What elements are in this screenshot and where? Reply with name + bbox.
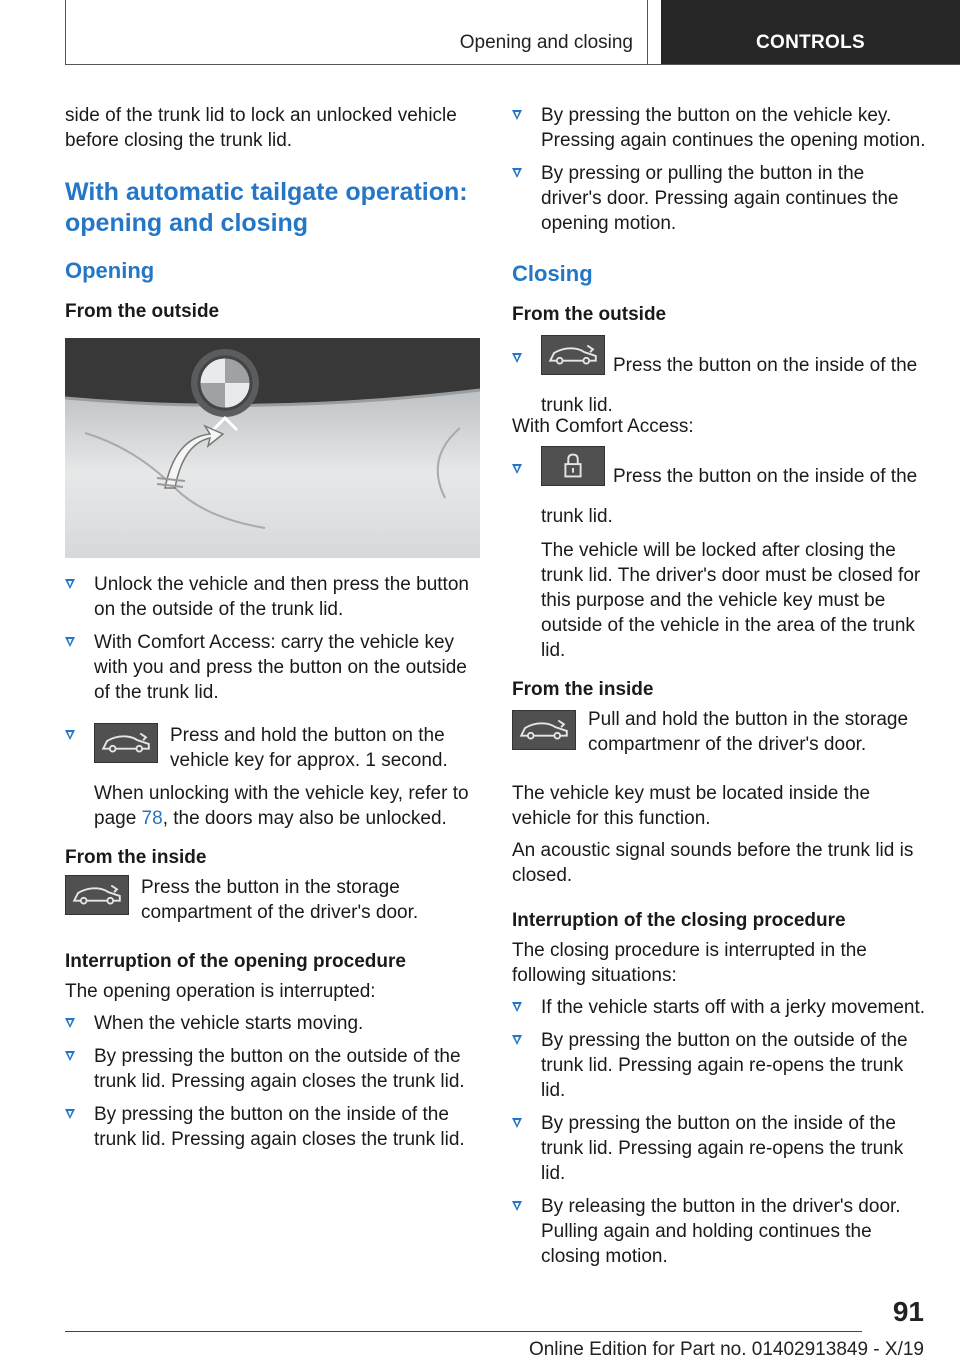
lock-note: The vehicle will be locked after closing the trunk lid. The driver's door must be closed for this purpose and the vehicle key must be outside of the vehicle in the area of the trunk lid. [541, 540, 921, 661]
acoustic-text: An acoustic signal sounds before the trunk lid is closed. [512, 840, 914, 886]
list-item [65, 723, 480, 831]
chapter-tab-label: CONTROLS [755, 32, 865, 53]
bullet-triangle-icon [512, 168, 522, 178]
list-item: By pressing the button on the inside of the trunk lid. Pressing again re-opens the trunk lid. [512, 1111, 930, 1186]
from-inside-heading: From the inside [512, 679, 654, 700]
list-item: Press the button on the inside of the trunk lid. The vehicle will be locked after closing the trunk lid. The driver's door must be closed for this purpose and the vehicle key must be outside of the vehicle in the area of the trunk lid. [512, 446, 930, 663]
section-heading: With automatic tailgate operation: opening and closing [65, 178, 468, 237]
list-item: Press the button on the inside of the trunk lid. [512, 335, 930, 400]
bullet-triangle-icon [512, 1035, 522, 1045]
list-item: By pressing or pulling the button in the driver's door. Pressing again continues the opening motion. [512, 161, 930, 236]
list-item: By pressing the button on the outside of the trunk lid. Pressing again closes the trunk lid. [65, 1044, 480, 1094]
intro-text: side of the trunk lid to lock an unlocked vehicle before closing the trunk lid. [65, 105, 457, 151]
key-note: When unlocking with the vehicle key, refer to page 78, the doors may also be unlocked. [94, 783, 469, 829]
bullet-triangle-icon [65, 730, 75, 740]
bullet-triangle-icon [65, 637, 75, 647]
footer-rule [65, 1331, 862, 1332]
from-inside-heading: From the inside [65, 847, 207, 868]
bullet-triangle-icon [512, 110, 522, 120]
lock-icon [541, 446, 605, 486]
inside-instruction: Pull and hold the button in the storage compartmenr of the driver's door. [512, 707, 930, 757]
inside-instruction: Press the button in the storage compartment of the driver's door. [65, 875, 480, 925]
list-item: When the vehicle starts moving. [65, 1011, 480, 1036]
page-link[interactable]: 78 [141, 808, 163, 829]
bullet-triangle-icon [512, 353, 522, 363]
from-outside-heading: From the outside [512, 304, 667, 325]
chapter-tab[interactable] [661, 0, 960, 65]
page-number: 91 [892, 1296, 924, 1327]
interruption-intro: The closing procedure is interrupted in the following situations: [512, 940, 867, 986]
bullet-triangle-icon [65, 579, 75, 589]
list-item: By pressing the button on the vehicle key. Pressing again continues the opening motion. [512, 103, 930, 153]
bullet-triangle-icon [65, 1109, 75, 1119]
list-item: By releasing the button in the driver's door. Pulling again and holding continues the closing motion. [512, 1194, 930, 1269]
key-location-text: The vehicle key must be located inside the vehicle for this function. [512, 783, 871, 829]
from-outside-heading: From the outside [65, 301, 220, 322]
bullet-triangle-icon [512, 1118, 522, 1128]
list-item: Unlock the vehicle and then press the button on the outside of the trunk lid. [65, 572, 480, 622]
interruption-heading: Interruption of the closing procedure [512, 910, 846, 931]
opening-heading: Opening [65, 258, 155, 283]
right-column [512, 103, 930, 1277]
interruption-heading: Interruption of the opening procedure [65, 951, 406, 972]
list-item: If the vehicle starts off with a jerky movement. [512, 995, 930, 1020]
comfort-label: With Comfort Access: [512, 416, 694, 437]
bullet-triangle-icon [512, 1201, 522, 1211]
trunk-button-icon [65, 875, 129, 915]
list-item: With Comfort Access: carry the vehicle key with you and press the button on the outside of the trunk lid. [65, 630, 480, 705]
trunk-button-icon [512, 710, 576, 750]
footer-edition: Online Edition for Part no. 01402913849 - X/19 [528, 1339, 924, 1360]
trunk-button-icon [94, 723, 158, 763]
header-section [66, 0, 648, 64]
header-line [65, 64, 960, 65]
trunk-button-icon [541, 335, 605, 375]
bullet-triangle-icon [512, 1002, 522, 1012]
key-bullet-text: Press and hold the button on the vehicle key for approx. 1 second. [170, 725, 448, 771]
bullet-triangle-icon [512, 464, 522, 474]
list-item: By pressing the button on the outside of the trunk lid. Pressing again re-opens the trunk lid. [512, 1028, 930, 1103]
trunk-lid-photo [65, 338, 480, 558]
list-item: By pressing the button on the inside of the trunk lid. Pressing again closes the trunk lid. [65, 1102, 480, 1152]
bullet-triangle-icon [65, 1018, 75, 1028]
section-title: Opening and closing [459, 32, 633, 53]
bullet-triangle-icon [65, 1051, 75, 1061]
interruption-intro: The opening operation is interrupted: [65, 981, 376, 1002]
left-column [65, 103, 480, 1160]
closing-heading: Closing [512, 261, 593, 286]
